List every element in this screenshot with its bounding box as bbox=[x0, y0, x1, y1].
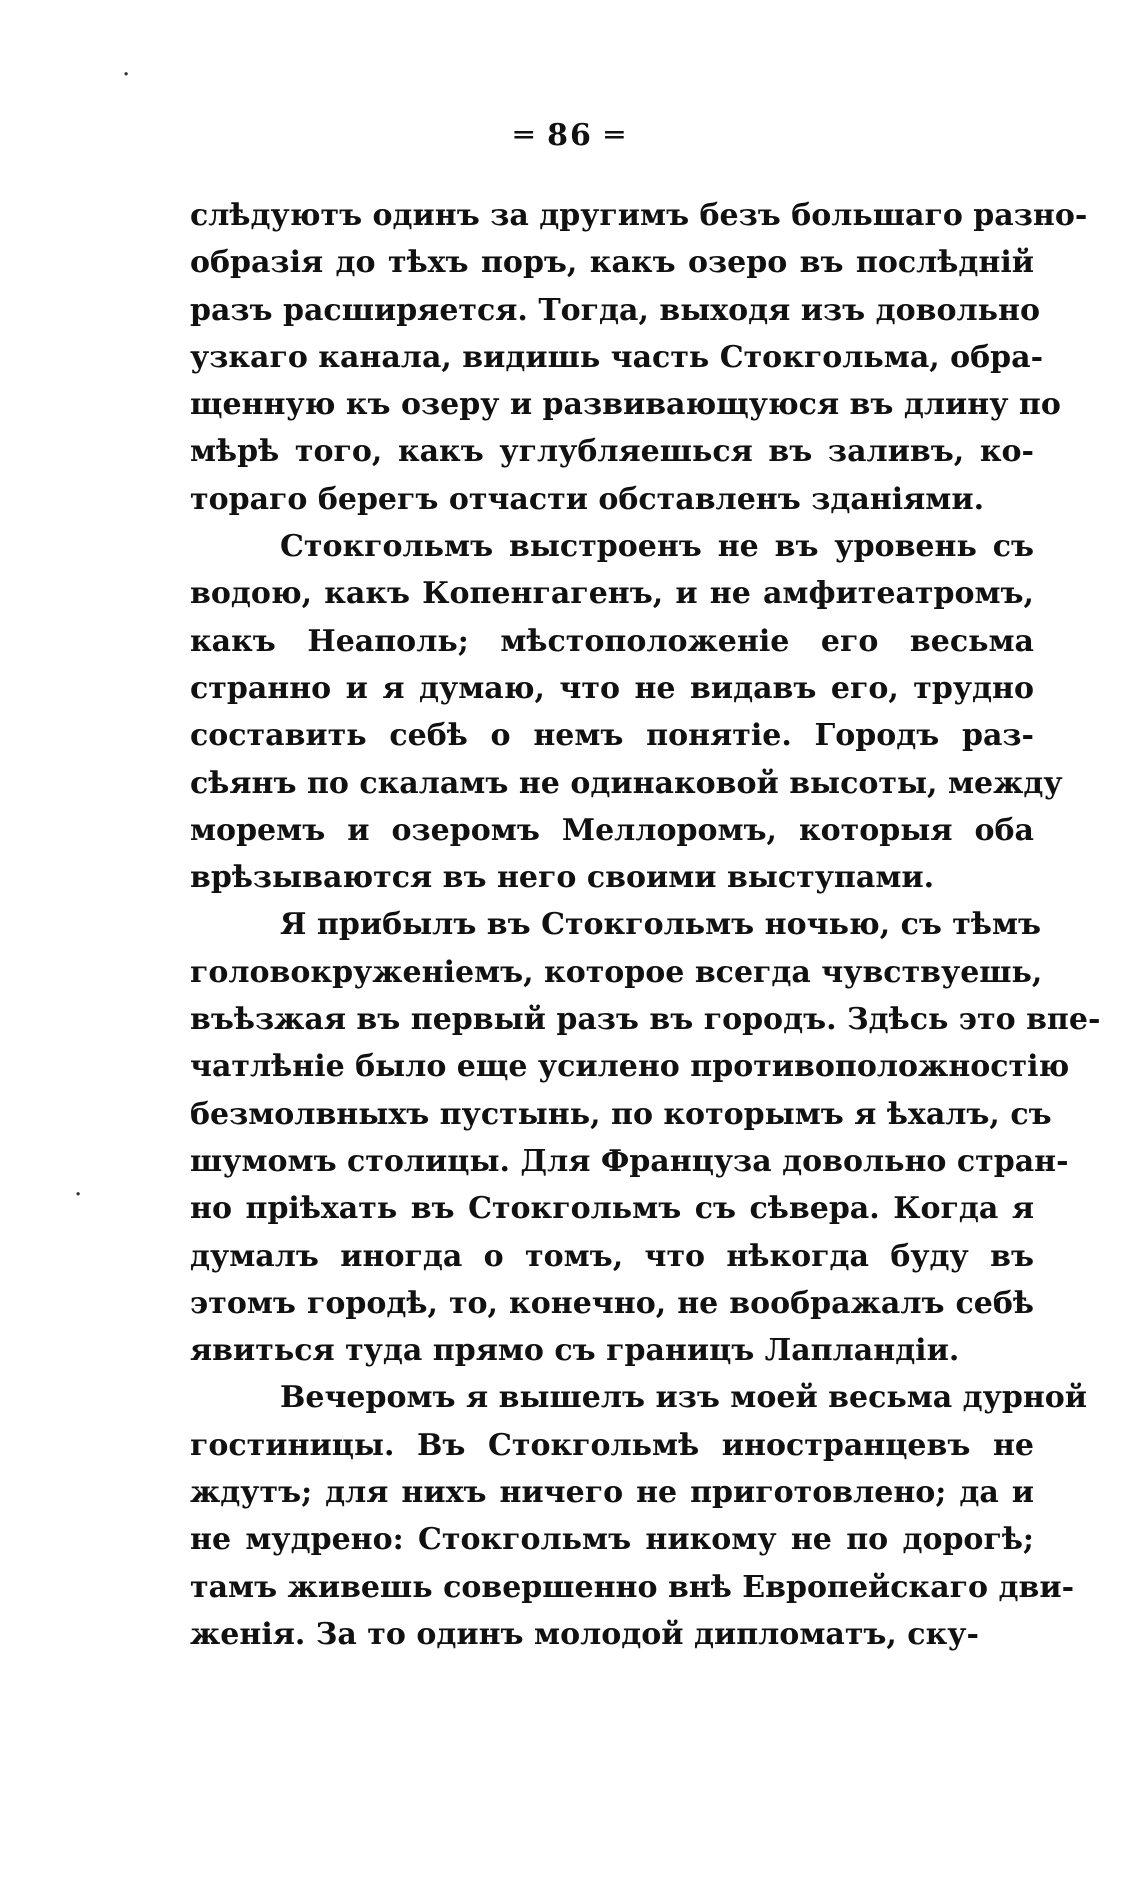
margin-speck: · bbox=[74, 1180, 83, 1210]
text-line: Стокгольмъ выстроенъ не въ уровень съ bbox=[280, 529, 1034, 565]
text-line: головокруженіемъ, которое всегда чувствуешь, bbox=[190, 954, 1043, 990]
text-line: Я прибылъ въ Стокгольмъ ночью, съ тѣмъ bbox=[280, 907, 1042, 943]
text-line: мѣрѣ того, какъ углубляешься въ заливъ, ко- bbox=[190, 434, 1034, 470]
text-line: разъ расширяется. Тогда, выходя изъ довольно bbox=[190, 292, 1040, 328]
text-line: узкаго канала, видишь часть Стокгольма, обра- bbox=[190, 339, 1044, 375]
text-line: составить себѣ о немъ понятіе. Городъ раз- bbox=[190, 718, 1034, 754]
text-line: слѣдуютъ одинъ за другимъ безъ большаго разно- bbox=[190, 198, 1088, 233]
text-line: безмолвныхъ пустынь, по которымъ я ѣхалъ, съ bbox=[190, 1096, 1052, 1132]
text-line: врѣзываются въ него своими выступами. bbox=[190, 860, 935, 896]
paragraph bbox=[190, 523, 1063, 901]
text-line: чатлѣніе было еще усилено противоположностію bbox=[190, 1049, 1070, 1085]
page-number: ═ 86 ═ bbox=[514, 118, 626, 153]
text-line: но пріѣхать въ Стокгольмъ съ сѣвера. Когда я bbox=[190, 1191, 1034, 1227]
text-line: въѣзжая въ первый разъ въ городъ. Здѣсь это впе- bbox=[190, 1002, 1101, 1038]
paragraph bbox=[190, 901, 1101, 1374]
margin-speck: · bbox=[122, 60, 131, 90]
page-text bbox=[190, 192, 1101, 1658]
text-line: странно и я думаю, что не видавъ его, трудно bbox=[190, 670, 1034, 706]
text-line: водою, какъ Копенгагенъ, и не амфитеатромъ, bbox=[190, 576, 1034, 612]
paragraph bbox=[190, 1374, 1088, 1658]
text-line: тамъ живешь совершенно внѣ Европейскаго дви- bbox=[190, 1569, 1075, 1605]
text-line: ждутъ; для нихъ ничего не приготовлено; да и bbox=[190, 1475, 1034, 1511]
text-line: явиться туда прямо съ границъ Лапландіи. bbox=[190, 1333, 960, 1369]
text-line: моремъ и озеромъ Меллоромъ, которыя оба bbox=[190, 812, 1034, 848]
text-line: тораго берегъ отчасти обставленъ зданіями. bbox=[190, 481, 985, 517]
text-line: женія. За то одинъ молодой дипломатъ, ску- bbox=[190, 1616, 979, 1652]
text-line: щенную къ озеру и развивающуюся въ длину по bbox=[190, 387, 1061, 423]
text-line: сѣянъ по скаламъ не одинаковой высоты, между bbox=[190, 765, 1063, 801]
text-line: думалъ иногда о томъ, что нѣкогда буду въ bbox=[190, 1238, 1034, 1274]
text-line: Вечеромъ я вышелъ изъ моей весьма дурной bbox=[280, 1380, 1088, 1416]
text-line: какъ Неаполь; мѣстоположеніе его весьма bbox=[190, 623, 1034, 659]
text-line: гостиницы. Въ Стокгольмѣ иностранцевъ не bbox=[190, 1427, 1034, 1463]
text-line: образія до тѣхъ поръ, какъ озеро въ послѣдній bbox=[190, 245, 1034, 281]
text-line: не мудрено: Стокгольмъ никому не по дорогѣ; bbox=[190, 1522, 1034, 1558]
paragraph bbox=[190, 192, 1088, 523]
text-line: этомъ городѣ, то, конечно, не воображалъ себѣ bbox=[190, 1285, 1034, 1321]
text-line: шумомъ столицы. Для Француза довольно стран- bbox=[190, 1143, 1069, 1179]
